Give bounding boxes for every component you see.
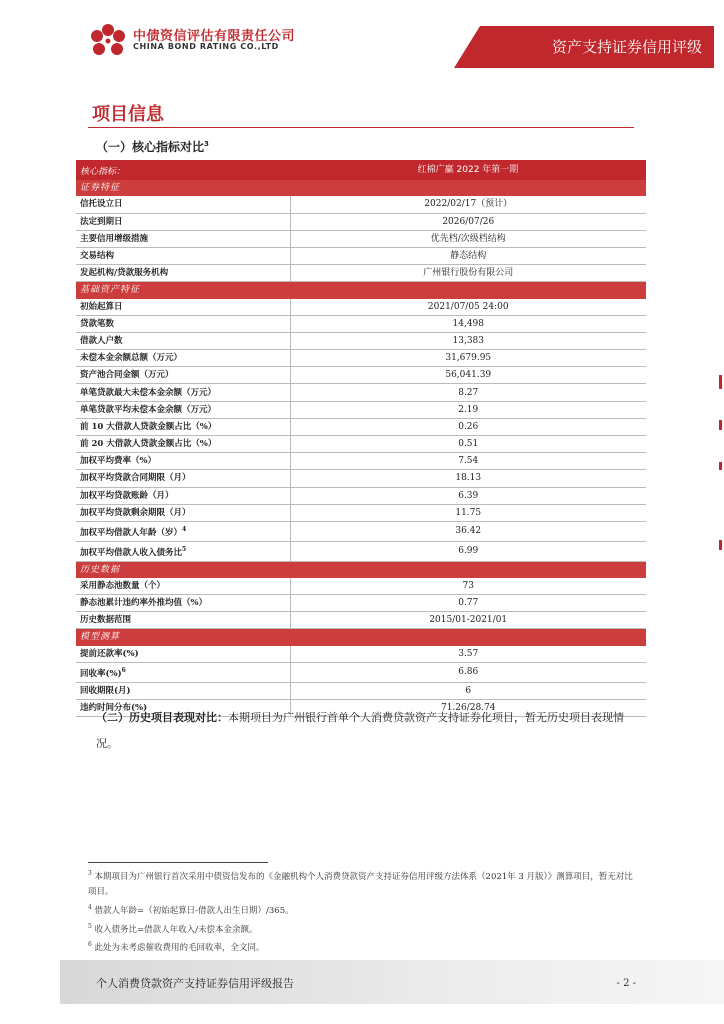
row-value: 2015/01-2021/01 <box>290 612 646 629</box>
row-label-cell <box>76 384 290 401</box>
edge-mark <box>719 375 722 389</box>
section1-label: （一）核心指标对比 <box>96 140 205 154</box>
table-row <box>76 594 646 611</box>
row-label-cell <box>76 247 290 264</box>
row-label-cell <box>76 470 290 487</box>
row-label: 回收率(%) <box>80 668 122 679</box>
edge-mark <box>719 540 722 550</box>
row-value: 2022/02/17（预计） <box>290 196 646 213</box>
row-label-cell <box>76 436 290 453</box>
section2-text: 本期项目为广州银行首单个人消费贷款资产支持证券化项目，暂无历史项目表现情况。 <box>96 711 624 750</box>
row-label-cell <box>76 299 290 316</box>
row-label-cell <box>76 541 290 561</box>
row-label-cell <box>76 315 290 332</box>
row-label: 发起机构/贷款服务机构 <box>80 268 169 279</box>
row-label: 法定到期日 <box>80 216 123 227</box>
table-row <box>76 230 646 247</box>
table-row <box>76 646 646 663</box>
table-row <box>76 350 646 367</box>
row-label-cell <box>76 612 290 629</box>
table-row <box>76 436 646 453</box>
row-label-cell <box>76 504 290 521</box>
footnote <box>88 919 634 938</box>
row-value: 11.75 <box>290 504 646 521</box>
row-value: 3.57 <box>290 646 646 663</box>
table-row <box>76 682 646 699</box>
row-value: 优先档/次级档结构 <box>290 230 646 247</box>
table-row <box>76 384 646 401</box>
row-value: 8.27 <box>290 384 646 401</box>
footnote-text: 借款人年龄=（初始起算日-借款人出生日期）/365。 <box>94 905 294 916</box>
table-row <box>76 196 646 213</box>
row-label: 未偿本金余额总额（万元） <box>80 353 183 364</box>
row-label-cell <box>76 196 290 213</box>
section2-label: （二）历史项目表现对比： <box>96 711 228 724</box>
row-label-cell <box>76 682 290 699</box>
table-row <box>76 247 646 264</box>
row-label: 主要信用增级措施 <box>80 233 149 244</box>
footnote <box>88 900 634 919</box>
category-label: 基础资产特征 <box>76 282 646 299</box>
row-label-cell <box>76 230 290 247</box>
row-label-cell <box>76 332 290 349</box>
row-value: 2021/07/05 24:00 <box>290 299 646 316</box>
row-label: 加权平均借款人年龄（岁） <box>80 527 183 538</box>
footnote-text: 此处为未考虑催收费用的毛回收率，全文同。 <box>94 943 265 954</box>
core-indicators-table <box>76 160 646 717</box>
category-label: 历史数据 <box>76 561 646 578</box>
table-row <box>76 541 646 561</box>
row-label: 资产池合同金额（万元） <box>80 370 174 381</box>
row-label-cell <box>76 453 290 470</box>
row-value: 0.51 <box>290 436 646 453</box>
category-row <box>76 561 646 578</box>
footnote-ref: 5 <box>182 545 187 553</box>
row-label-cell <box>76 578 290 595</box>
page-number: - 2 - <box>616 978 636 989</box>
row-label-cell <box>76 401 290 418</box>
row-value: 0.26 <box>290 418 646 435</box>
row-value: 6.86 <box>290 662 646 682</box>
category-row <box>76 282 646 299</box>
footnote-ref: 4 <box>182 525 187 533</box>
footnote <box>88 866 634 900</box>
header-left-cell: 核心指标： <box>76 160 290 180</box>
footnote-ref: 6 <box>121 666 126 674</box>
row-label: 单笔贷款平均未偿本金余额（万元） <box>80 404 217 415</box>
row-value: 广州银行股份有限公司 <box>290 265 646 282</box>
row-label-cell <box>76 662 290 682</box>
edge-mark <box>719 462 722 470</box>
table-row <box>76 487 646 504</box>
footnote-mark: 3 <box>88 870 92 877</box>
section2-paragraph <box>96 705 642 757</box>
row-value: 0.77 <box>290 594 646 611</box>
row-label: 加权平均贷款合同期限（月） <box>80 473 191 484</box>
row-label: 采用静态池数量（个） <box>80 580 166 591</box>
category-row <box>76 180 646 196</box>
row-label: 违约时间分布(%) <box>80 702 148 713</box>
row-label: 加权平均借款人收入债务比 <box>80 547 183 558</box>
row-label-cell <box>76 213 290 230</box>
table-row <box>76 612 646 629</box>
row-value: 36.42 <box>290 521 646 541</box>
table-row <box>76 578 646 595</box>
row-label: 初始起算日 <box>80 301 123 312</box>
table-row <box>76 470 646 487</box>
row-label: 静态池累计违约率外推均值（%） <box>80 598 208 609</box>
table-row <box>76 662 646 682</box>
footnote <box>88 937 634 956</box>
footnote-mark: 4 <box>88 903 92 911</box>
table-row <box>76 315 646 332</box>
row-value: 6.39 <box>290 487 646 504</box>
row-label-cell <box>76 418 290 435</box>
row-label-cell <box>76 265 290 282</box>
row-label: 借款人户数 <box>80 335 123 346</box>
table-row <box>76 265 646 282</box>
row-label: 历史数据范围 <box>80 615 132 626</box>
row-label: 前 10 大借款人贷款金额占比（%） <box>80 421 217 432</box>
row-value: 71.26/28.74 <box>290 699 646 716</box>
footnote-mark: 6 <box>88 941 92 949</box>
category-label: 模型测算 <box>76 629 646 646</box>
row-label: 交易结构 <box>80 251 115 262</box>
row-label: 提前还款率(%) <box>80 648 139 659</box>
row-value: 静态结构 <box>290 247 646 264</box>
table-row <box>76 213 646 230</box>
row-label: 贷款笔数 <box>80 318 115 329</box>
footnote-divider <box>88 862 268 863</box>
row-label-cell <box>76 646 290 663</box>
row-label: 加权平均费率（%） <box>80 456 157 467</box>
row-value: 14,498 <box>290 315 646 332</box>
header-banner-text: 资产支持证券信用评级 <box>551 38 702 56</box>
table-row <box>76 299 646 316</box>
row-value: 18.13 <box>290 470 646 487</box>
page-title: 项目信息 <box>92 104 164 125</box>
row-label: 前 20 大借款人贷款金额占比（%） <box>80 439 217 450</box>
row-label: 加权平均贷款剩余期限（月） <box>80 507 191 518</box>
page-header <box>0 0 724 72</box>
row-label: 信托设立日 <box>80 199 123 210</box>
row-value: 31,679.95 <box>290 350 646 367</box>
row-value: 6 <box>290 682 646 699</box>
category-label: 证券特征 <box>76 180 646 196</box>
table-row <box>76 401 646 418</box>
row-value: 7.54 <box>290 453 646 470</box>
row-value: 2026/07/26 <box>290 213 646 230</box>
row-label-cell <box>76 594 290 611</box>
table-row <box>76 332 646 349</box>
footnote-text: 本期项目为广州银行首次采用中债资信发布的《金融机构个人消费贷款资产支持证券信用评级方法体系（2021年 3 月版）》测算项目，暂无对比项目。 <box>88 871 633 897</box>
company-name-cn: 中债资信评估有限责任公司 <box>133 29 296 44</box>
flower-logo-icon <box>88 22 128 62</box>
table-row <box>76 418 646 435</box>
row-label-cell <box>76 521 290 541</box>
section1-heading <box>96 138 209 155</box>
table-row <box>76 367 646 384</box>
footnote-text: 收入债务比=借款人年收入/未偿本金余额。 <box>94 924 258 935</box>
row-value: 2.19 <box>290 401 646 418</box>
row-label-cell <box>76 367 290 384</box>
row-value: 13,383 <box>290 332 646 349</box>
row-label: 回收期限(月) <box>80 685 131 696</box>
row-label-cell <box>76 350 290 367</box>
category-row <box>76 629 646 646</box>
header-project-name: 红棉广赢 2022 年第一期 <box>290 160 646 180</box>
title-divider <box>88 127 634 128</box>
row-value: 6.99 <box>290 541 646 561</box>
footnote-ref: 3 <box>204 140 209 148</box>
footnote-mark: 5 <box>88 922 92 930</box>
table-header-row <box>76 160 646 180</box>
row-value: 73 <box>290 578 646 595</box>
table-row <box>76 504 646 521</box>
row-label: 加权平均贷款账龄（月） <box>80 490 174 501</box>
footnotes <box>88 866 634 956</box>
company-name-en: CHINA BOND RATING CO.,LTD <box>133 42 279 51</box>
table-row <box>76 521 646 541</box>
row-label-cell <box>76 487 290 504</box>
table-row <box>76 453 646 470</box>
edge-mark <box>719 420 722 430</box>
row-value: 56,041.39 <box>290 367 646 384</box>
row-label: 单笔贷款最大未偿本金余额（万元） <box>80 387 217 398</box>
footer-title: 个人消费贷款资产支持证券信用评级报告 <box>96 977 294 990</box>
